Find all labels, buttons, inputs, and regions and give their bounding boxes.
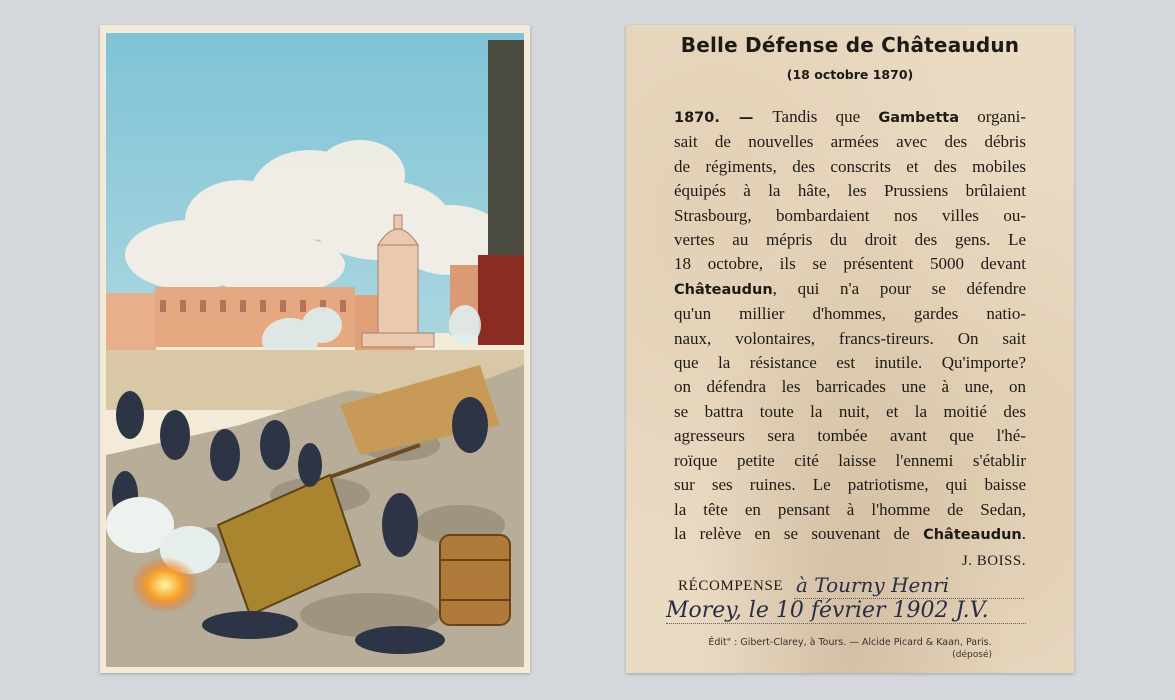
body-line: la relève en se souvenant de Châteaudun. — [674, 523, 1026, 543]
author-signature: J. BOISS. — [961, 553, 1026, 569]
body-paragraph — [674, 105, 1026, 547]
handwritten-date: Morey, le 10 février 1902 J.V. — [666, 598, 989, 623]
body-line: roïque petite cité laisse l'ennemi s'établir — [674, 450, 1026, 470]
front-card-illustration — [100, 25, 530, 673]
body-line: de régiments, des conscrits et des mobiles — [674, 156, 1026, 176]
body-name-chateaudun: Châteaudun — [674, 281, 773, 298]
body-line: on défendra les barricades une à une, on — [674, 377, 1026, 397]
card-date: (18 octobre 1870) — [786, 67, 914, 82]
body-line: qu'un millier d'hommes, gardes natio- — [674, 304, 1026, 324]
handwritten-recipient: à Tourny Henri — [796, 573, 950, 597]
body-line: sait de nouvelles armées avec des débris — [674, 132, 1026, 152]
back-card-text — [626, 25, 1074, 673]
body-line: que la résistance est inutile. Qu'importe? — [674, 353, 1026, 373]
body-line: agresseurs sera tombée avant que l'hé- — [674, 426, 1026, 446]
date-dotted-line — [666, 623, 1026, 624]
body-name-gambetta: Gambetta — [878, 110, 960, 126]
card-title: Belle Défense de Châteaudun — [680, 33, 1020, 57]
battle-scene-illustration — [100, 25, 530, 673]
body-year: 1870. — — [674, 110, 773, 126]
body-line: vertes au mépris du droit des gens. Le — [674, 230, 1026, 250]
body-line: 18 octobre, ils se présentent 5000 devant — [674, 254, 1026, 274]
body-line: Strasbourg, bombardaient nos villes ou- — [674, 205, 1026, 225]
body-line: se battra toute la nuit, et la moitié des — [674, 401, 1026, 421]
body-name-chateaudun: Châteaudun — [923, 526, 1022, 543]
publisher-line: Édit" : Gibert-Clarey, à Tours. — Alcide Picard & Kaan, Paris. — [708, 637, 992, 648]
body-line: équipés à la hâte, les Prussiens brûlaient — [674, 181, 1026, 201]
body-line: sur ses ruines. Le patriotisme, qui baisse — [674, 475, 1026, 495]
body-line: 1870. — Tandis que Gambetta organi- — [674, 107, 1026, 126]
body-line: naux, volontaires, francs-tireurs. On sait — [674, 328, 1026, 348]
body-line: la tête en pensant à l'homme de Sedan, — [674, 499, 1026, 519]
body-line: Châteaudun, qui n'a pour se défendre — [674, 278, 1026, 298]
depose-note: (déposé) — [952, 650, 992, 660]
reward-label: RÉCOMPENSE — [678, 578, 784, 594]
